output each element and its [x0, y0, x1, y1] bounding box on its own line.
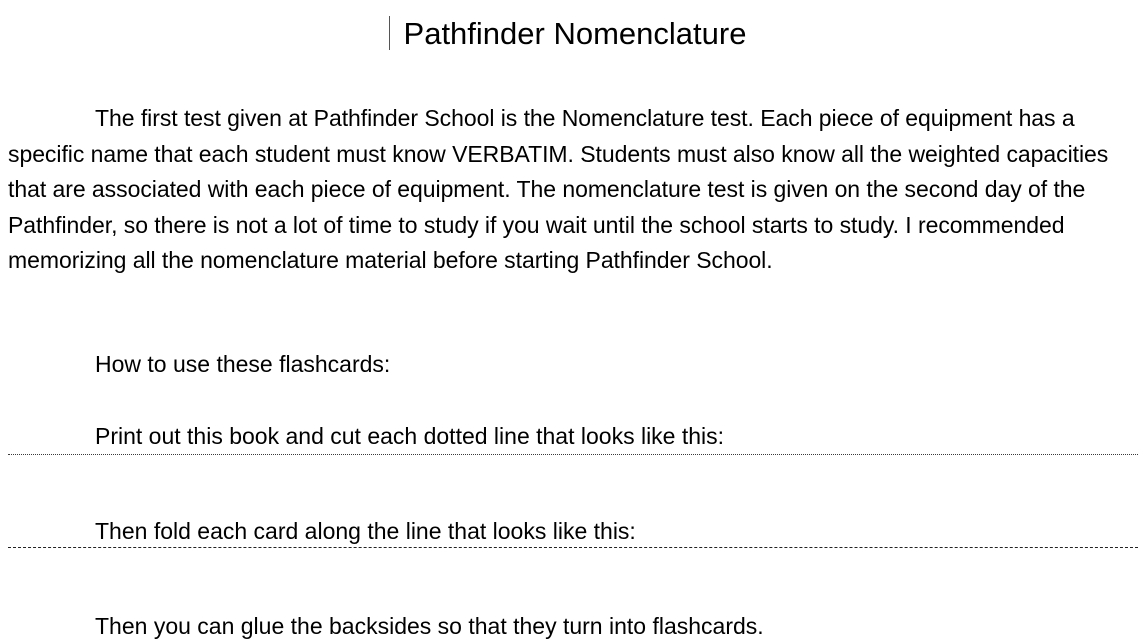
cut-instruction: Print out this book and cut each dotted line that looks like this: — [95, 423, 725, 449]
document-title: Pathfinder Nomenclature — [403, 16, 747, 51]
intro-paragraph: The first test given at Pathfinder School is the Nomenclature test. Each piece of equipment has a specific name that each student must know VERBATIM. Students must also know all the weighted capacities that are associated with each piece of equipment. The nomenclature test is given on the second day of the Pathfinder, so there is not a lot of time to study if you wait until the school starts to study. I recommended memorizing all the nomenclature material before starting Pathfinder School. — [8, 105, 1109, 273]
dotted-cut-line — [8, 454, 1138, 455]
dashed-fold-line — [8, 547, 1138, 548]
howto-heading: How to use these flashcards: — [95, 351, 391, 377]
glue-instruction: Then you can glue the backsides so that they turn into flashcards. — [95, 613, 764, 639]
text-cursor — [389, 16, 390, 50]
fold-instruction: Then fold each card along the line that looks like this: — [95, 518, 636, 544]
